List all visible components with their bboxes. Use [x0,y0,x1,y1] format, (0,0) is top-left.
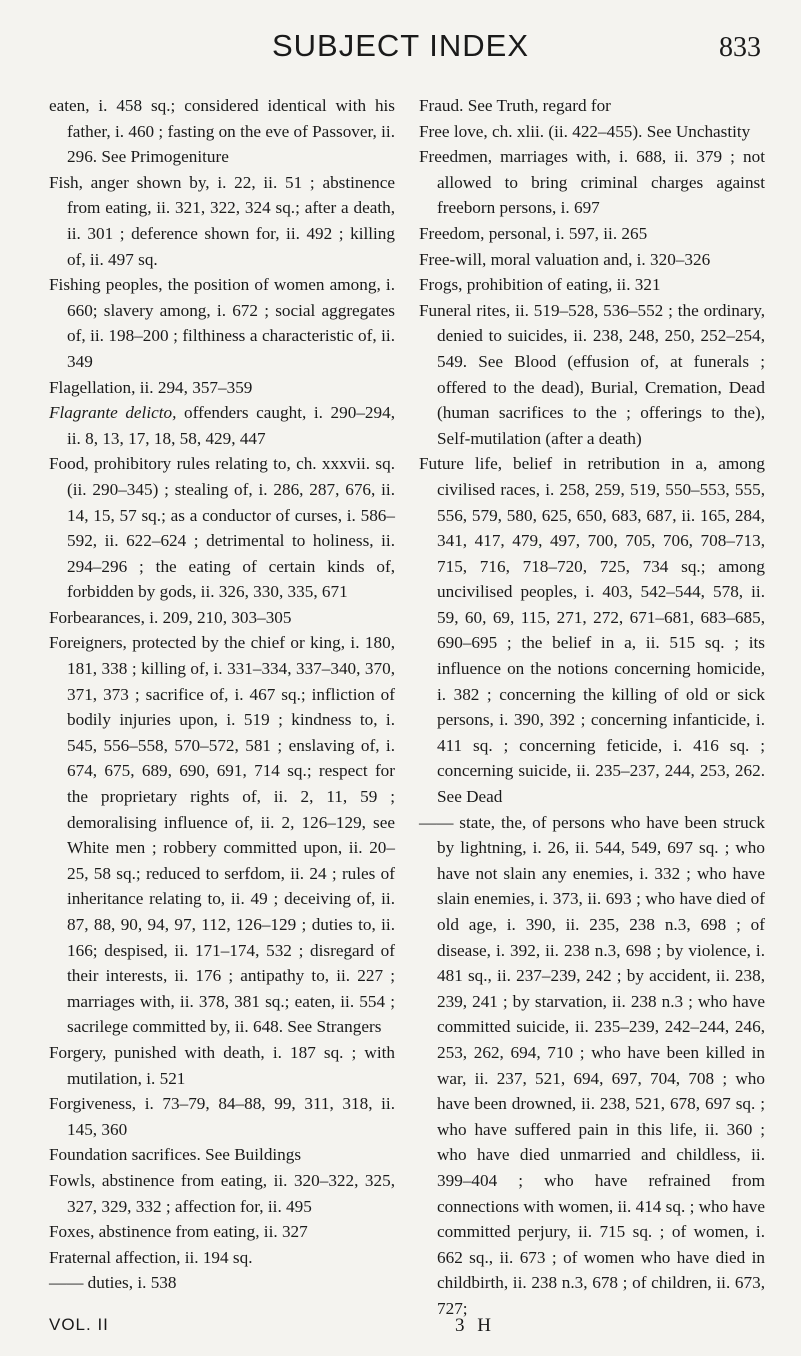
index-entry [49,93,395,170]
entry-heading: Freedmen, [419,147,493,167]
entry-text: ch. xlii. (ii. 422–455). See Unchastity [487,121,751,141]
entry-text: ii. 519–528, 536–552 ; the ordinary, denied to suicides, ii. 238, 248, 250, 252–254, 549. See Blood (effusion of, at funerals ; offered to the dead), Burial, Cremation, Dead (human sacrifices to the ; offerings to the), Self-mutilation (after a death) [437,300,765,448]
index-entry [49,605,395,631]
entry-text: personal, i. 597, ii. 265 [484,223,648,243]
index-entry [49,1142,395,1168]
entry-text: See Buildings [200,1145,302,1165]
index-entry [49,1091,395,1142]
entry-text: See Truth, regard for [463,96,611,115]
running-title: SUBJECT INDEX [271,28,530,63]
volume-label: VOL. II [49,1315,109,1334]
index-entry [49,1168,395,1219]
entry-heading: Fraud. [419,96,464,115]
page-header [0,28,801,68]
index-entry [49,1245,395,1271]
entry-heading: Flagrante delicto, [49,403,177,423]
index-entry [419,451,765,809]
index-entry [49,1219,395,1245]
index-entry [419,810,765,1322]
entry-heading: Flagellation, [49,377,136,397]
index-entry [419,298,765,452]
entry-text: punished with death, i. 187 sq. ; with mutilation, i. 521 [67,1042,395,1088]
entry-heading: Fraternal affection, [49,1247,181,1267]
entry-heading: Future life, [419,454,503,474]
entry-heading: Funeral rites, [419,300,511,320]
index-entry [49,451,395,605]
entry-heading: Free-will, [419,249,487,269]
left-column [49,93,395,1296]
index-entry [49,1040,395,1091]
entry-heading: Forbearances, [49,607,145,627]
entry-heading: Frogs, [419,275,463,295]
entry-heading: —— duties, [49,1273,134,1293]
entry-text: belief in retribution in a, among civilised races, i. 258, 259, 519, 550–553, 555, 556, 579, 580, 625, 650, 683, 687, ii. 165, 284, 341, 417, 479, 497, 700, 705, 706, 708–713, 715, 716, 718–720, 725, 734 sq.; among uncivilised peoples, i. 403, 542–544, 578, ii. 59, 60, 69, 115, 271, 272, 671–681, 683–685, 690–695 ; the belief in a, ii. 515 sq. ; its influence on the notions concerning homicide, i. 382 ; concerning the killing of old or sick persons, i. 390, 392 ; concerning infanticide, i. 411 sq. ; concerning feticide, i. 416 sq. ; concerning suicide, ii. 235–237, 244, 253, 262. See Dead [437,454,765,807]
entry-text: ii. 194 sq. [180,1247,253,1267]
index-entry [49,400,395,451]
entry-text: i. 538 [133,1273,177,1293]
entry-heading: Food, [49,454,89,474]
entry-text: prohibition of eating, ii. 321 [462,275,661,295]
entry-heading: Free love, [419,121,488,141]
index-entry [419,144,765,221]
entry-heading: Foxes, [49,1222,95,1242]
entry-heading: Freedom, [419,223,485,243]
index-entry [419,221,765,247]
index-entry [49,1270,395,1296]
entry-text: protected by the chief or king, i. 180, 181, 338 ; killing of, i. 331–334, 337–340, 370, 371, 373 ; sacrifice of, i. 467 sq.; infliction of bodily injuries upon, i. 519 ; kindness to, i. 545, 556–558, 570–572, 581 ; enslaving of, i. 674, 675, 689, 690, 691, 714 sq.; respect for the proprietary rights of, ii. 2, 11, 59 ; demoralising influence of, ii. 2, 126–129, see White men ; robbery committed upon, ii. 20–25, 58 sq.; reduced to serfdom, ii. 24 ; rules of inheritance relating to, ii. 49 ; deceiving of, ii. 87, 88, 90, 94, 97, 112, 126–129 ; duties to, ii. 166; despised, ii. 171–174, 532 ; disregard of their interests, ii. 176 ; antipathy to, ii. 227 ; marriages with, ii. 378, 381 sq.; eaten, ii. 554 ; sacrilege committed by, ii. 648. See Strangers [67,633,395,1037]
index-entry [49,375,395,401]
entry-text: prohibitory rules relating to, ch. xxxvii. sq. (ii. 290–345) ; stealing of, i. 286, 287, 676, ii. 14, 15, 57 sq.; as a conductor of curses, i. 586–592, ii. 622–624 ; detrimental to holiness, ii. 294–296 ; the eating of certain kinds of, forbidden by gods, ii. 326, 330, 335, 671 [67,454,395,602]
entry-heading: Fish, [49,172,83,192]
entry-text: anger shown by, i. 22, ii. 51 ; abstinence from eating, ii. 321, 322, 324 sq.; after a death, ii. 301 ; deference shown for, ii. 492 ; killing of, ii. 497 sq. [67,172,395,269]
entry-heading: Fishing peoples, [49,275,163,295]
index-entry [419,93,765,119]
entry-text: i. 73–79, 84–88, 99, 311, 318, ii. 145, 360 [67,1094,395,1139]
entry-text: the, of persons who have been struck by lightning, i. 26, ii. 544, 549, 697 sq. ; who have not slain any enemies, i. 332 ; who have slain enemies, i. 373, ii. 693 ; who have died of old age, i. 390, ii. 235, 238 n.3, 698 ; of disease, i. 392, ii. 238 n.3, 698 ; by violence, i. 481 sq., ii. 237–239, 242 ; by accident, ii. 238, 239, 241 ; by starvation, ii. 238 n.3 ; who have committed suicide, ii. 235–239, 242–244, 246, 253, 262, 694, 710 ; who have been killed in war, ii. 237, 521, 694, 697, 704, 708 ; who have been drowned, ii. 238, 521, 678, 697 sq. ; who have suffered pain in this life, ii. 360 ; who have died unmarried and childless, ii. 399–404 ; who have refrained from connections with women, ii. 414 sq. ; who have committed perjury, ii. 715 sq. ; of women, i. 662 sq., ii. 673 ; of women who have died in childbirth, ii. 238 n.3, 678 ; of children, ii. 673, 727; [437,812,765,1318]
entry-text: eaten, i. 458 sq.; considered identical with his father, i. 460 ; fasting on the eve of Passover, ii. 296. See Primogeniture [49,96,395,167]
signature-mark: 3 H [455,1315,495,1336]
page-number: 833 [719,32,761,63]
entry-heading: Foundation sacrifices. [49,1145,201,1165]
index-entry [49,272,395,374]
index-entry [419,119,765,145]
index-entry [419,272,765,298]
entry-heading: Forgiveness, [49,1094,137,1114]
entry-text: ii. 294, 357–359 [135,377,253,397]
entry-heading: Foreigners, [49,633,127,653]
entry-text: i. 209, 210, 303–305 [144,607,292,627]
entry-text: the position of women among, i. 660; slavery among, i. 672 ; social aggregates of, ii. 198–200 ; filthiness a characteristic of, ii. 349 [67,275,395,371]
index-entry [49,630,395,1040]
entry-text: offenders caught, i. 290–294, ii. 8, 13, 17, 18, 58, 429, 447 [67,403,395,448]
entry-text: abstinence from eating, ii. 327 [94,1222,308,1242]
entry-heading: Fowls, [49,1170,96,1190]
entry-heading: —— state, [419,812,496,832]
entry-text: marriages with, i. 688, ii. 379 ; not allowed to bring criminal charges against freeborn persons, i. 697 [437,147,765,218]
index-entry [419,247,765,273]
entry-heading: Forgery, [49,1042,107,1062]
entry-text: moral valuation and, i. 320–326 [486,249,711,269]
entry-text: abstinence from eating, ii. 320–322, 325, 327, 329, 332 ; affection for, ii. 495 [67,1170,395,1216]
index-entry [49,170,395,272]
right-column [419,93,765,1322]
page-footer [49,1315,749,1345]
